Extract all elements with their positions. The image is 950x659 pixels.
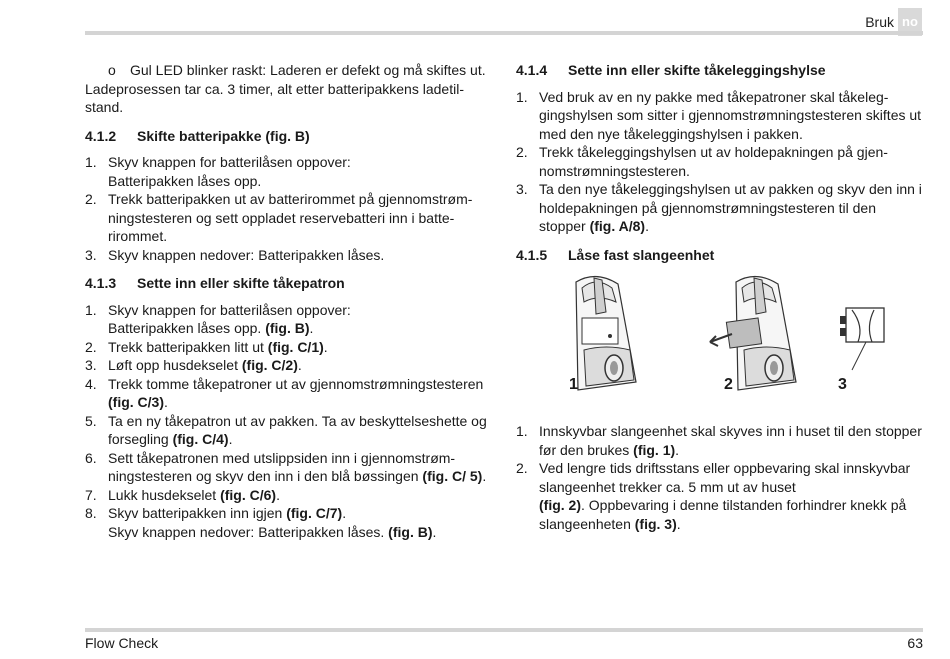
figure-ref: (fig. C/4) (172, 431, 229, 447)
item-line: Innskyvbar slangeenhet skal skyves inn i huset til den stopper før den brukes (539, 423, 922, 458)
item-text (539, 180, 924, 236)
section-heading-415 (516, 246, 924, 265)
right-column (516, 61, 924, 533)
section-number: 4.1.2 (85, 127, 117, 144)
item-punct: . (297, 357, 302, 373)
item-line: Skyv knappen nedover: Batteripakken låses. (108, 523, 389, 540)
bullet-marker: o (108, 62, 116, 78)
item-number: 2. (85, 191, 97, 207)
figure-ref: (fig. C/6) (220, 486, 277, 503)
list-412 (85, 153, 493, 264)
hose-detail-figure-3-image (834, 298, 894, 378)
list-item (85, 375, 493, 412)
item-punct: . (675, 441, 680, 458)
list-item (85, 338, 493, 357)
list-item (516, 422, 924, 459)
list-item (85, 246, 493, 265)
list-item (85, 356, 493, 375)
figure-ref: (fig. B) (388, 523, 433, 540)
item-text: Skyv knappen nedover: Batteripakken låses. (108, 246, 385, 263)
item-punct: . (276, 486, 280, 503)
item-line: Ta en ny tåkepatron ut av pakken. Ta av beskyttelseshette og forsegling (108, 412, 487, 447)
item-number: 2. (85, 338, 97, 355)
section-heading-412 (85, 127, 493, 146)
figure-label-3: 3 (838, 376, 847, 393)
section-number: 4.1.4 (516, 62, 548, 78)
list-item (85, 153, 493, 190)
item-line: Lukk husdekselet (108, 486, 221, 503)
item-punct: . (342, 505, 347, 521)
item-punct: . (309, 320, 314, 336)
figure-ref: (fig. 3) (634, 515, 677, 532)
item-number: 1. (516, 88, 528, 105)
list-413 (85, 301, 493, 542)
item-text (108, 412, 493, 449)
item-line: Trekk tomme tåkepatroner ut av gjennomstrømningstesteren (108, 375, 484, 392)
item-number: 6. (85, 449, 97, 466)
item-text: Trekk tåkeleggingshylsen ut av holdepakningen på gjennomstrømningstesteren. (539, 144, 888, 179)
item-number: 3. (516, 181, 528, 197)
item-line: . Oppbevaring i denne tilstanden forhindrer knekk på slangeenheten (539, 497, 907, 532)
item-text (539, 422, 924, 459)
item-number: 1. (516, 423, 528, 439)
item-number: 3. (85, 357, 97, 373)
section-title: Låse fast slangeenhet (568, 246, 715, 263)
item-number: 4. (85, 375, 97, 392)
device-figure-2-image (706, 272, 806, 392)
item-line: Ved lengre tids driftsstans eller oppbevaring skal innskyvbar slangeenhet trekker ca. 5 mm ut av huset (539, 460, 911, 495)
left-column (85, 61, 493, 541)
item-line: Skyv batteripakken inn igjen (108, 505, 287, 521)
list-item (85, 190, 493, 246)
figure-label-1: 1 (569, 376, 578, 393)
item-number: 8. (85, 505, 97, 521)
item-line: Batteripakken låses opp. (108, 320, 266, 336)
figure-ref: (fig. A/8) (589, 218, 646, 234)
language-badge: no (898, 8, 922, 36)
item-number: 1. (85, 301, 97, 318)
footer-divider (85, 628, 923, 632)
item-text (108, 356, 493, 375)
hose-unit-figures (516, 272, 924, 410)
figure-ref: (fig. C/ 5) (422, 468, 483, 484)
list-item (85, 449, 493, 486)
figure-label-2: 2 (724, 376, 733, 393)
list-item (85, 301, 493, 338)
page-number: 63 (907, 635, 923, 651)
item-text (108, 338, 493, 357)
item-number: 7. (85, 486, 97, 503)
figure-ref: (fig. C/3) (108, 394, 164, 410)
figure-ref: (fig. C/1) (267, 338, 324, 355)
item-number: 3. (85, 246, 97, 263)
figure-ref: (fig. 1) (633, 441, 676, 458)
device-figure-1-image (556, 272, 646, 392)
figure-ref: (fig. C/7) (286, 505, 343, 521)
item-number: 2. (516, 144, 528, 160)
item-number: 2. (516, 460, 528, 476)
item-text (108, 301, 493, 338)
list-item (516, 180, 924, 236)
item-text (108, 153, 493, 190)
item-line: Ta den nye tåkeleggingshylsen ut av pakken og skyv den inn i holdepakningen på gjennomstrømningstesteren til den stopper (539, 181, 922, 234)
item-punct: . (164, 394, 168, 410)
section-number: 4.1.5 (516, 246, 548, 263)
item-punct: . (432, 523, 437, 540)
list-item (85, 486, 493, 505)
section-heading-414 (516, 61, 924, 80)
item-text (108, 504, 493, 541)
list-414 (516, 88, 924, 236)
list-item (85, 504, 493, 541)
led-bullet (85, 61, 493, 80)
header-section-label: Bruk (865, 14, 894, 30)
section-heading-413 (85, 274, 493, 293)
item-text (108, 449, 493, 486)
item-text: Trekk batteripakken ut av batterirommet på gjennomstrømningstesteren og sett oppladet reservebatteri inn i batterirommet. (108, 191, 473, 244)
bullet-text: Gul LED blinker raskt: Laderen er defekt og må skiftes ut. (130, 62, 486, 78)
list-item (516, 88, 924, 144)
item-punct: . (645, 218, 649, 234)
item-text: Ved bruk av en ny pakke med tåkepatroner skal tåkeleggingshylsen som sitter i gjennomstrømningstesteren skiftes ut med den nye tåkeleggingshylsen i pakken. (539, 88, 922, 142)
item-punct: . (482, 468, 487, 484)
item-text (108, 375, 493, 412)
charging-text: Ladeprosessen tar ca. 3 timer, alt etter batteripakkens ladetilstand. (85, 80, 464, 115)
item-text (539, 459, 924, 533)
header-divider (85, 31, 923, 35)
item-line: Løft opp husdekselet (108, 357, 242, 373)
section-title: Sette inn eller skifte tåkepatron (137, 275, 345, 291)
section-number: 4.1.3 (85, 275, 117, 291)
list-415 (516, 422, 924, 533)
footer-product: Flow Check (85, 635, 159, 651)
item-text (108, 486, 493, 505)
item-number: 1. (85, 154, 97, 170)
item-line: Skyv knappen for batterilåsen oppover: (108, 301, 351, 318)
section-title: Skifte batteripakke (fig. B) (137, 127, 310, 144)
figure-ref: (fig. 2) (539, 497, 581, 513)
figure-ref: (fig. B) (265, 320, 310, 336)
item-punct: . (323, 338, 328, 355)
item-punct: . (228, 431, 233, 447)
item-line: Trekk batteripakken litt ut (108, 338, 268, 355)
section-title: Sette inn eller skifte tåkeleggingshylse (568, 62, 826, 78)
list-item (85, 412, 493, 449)
list-item (516, 143, 924, 180)
figure-ref: (fig. C/2) (241, 357, 298, 373)
list-item (516, 459, 924, 533)
item-line: Batteripakken låses opp. (108, 172, 262, 189)
item-line: Sett tåkepatronen med utslippsiden inn i gjennomstrømningstesteren og skyv den inn i den blå bøssingen (108, 449, 456, 484)
item-punct: . (676, 515, 681, 532)
item-number: 5. (85, 412, 97, 429)
item-line: Skyv knappen for batterilåsen oppover: (108, 154, 351, 170)
